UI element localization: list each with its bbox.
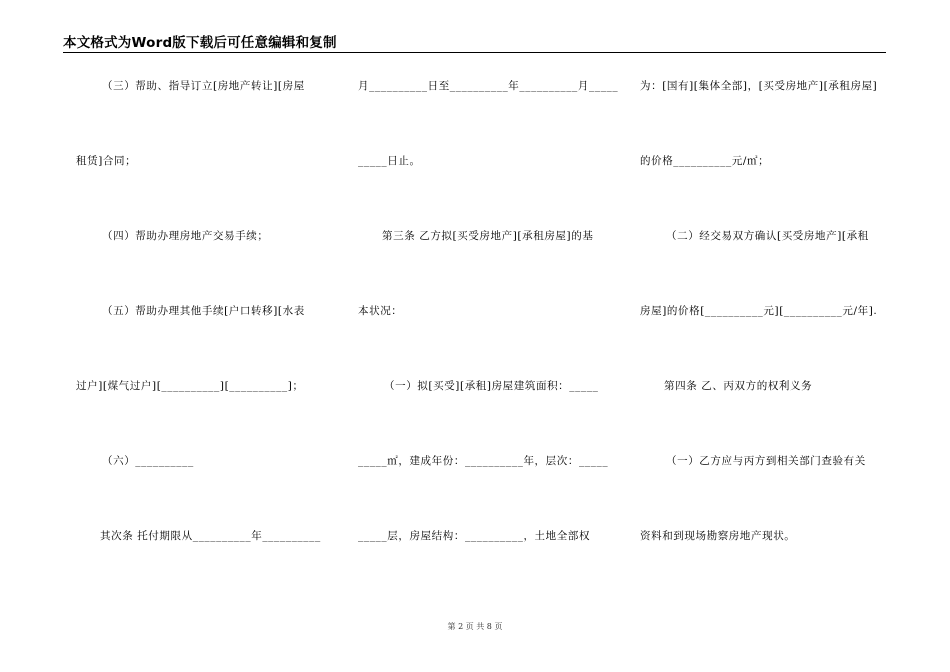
text-line: 月__________日至__________年__________月_____ bbox=[358, 80, 619, 92]
text-line: （五）帮助办理其他手续[户口转移][水表 bbox=[102, 305, 305, 317]
text-column-3 bbox=[640, 58, 890, 618]
text-line: 租赁]合同； bbox=[76, 155, 137, 167]
text-line: 过户][煤气过户][__________][__________]； bbox=[76, 380, 304, 392]
text-line: 第四条 乙、丙双方的权利义务 bbox=[664, 380, 813, 392]
text-line: 房屋]的价格[__________元][__________元/年]. bbox=[640, 305, 878, 317]
text-column-1 bbox=[76, 58, 326, 618]
text-line: 的价格__________元/㎡； bbox=[640, 155, 770, 167]
text-line: （一）拟[买受][承租]房屋建筑面积：_____ bbox=[384, 380, 599, 392]
text-line: 第三条 乙方拟[买受房地产][承租房屋]的基 bbox=[382, 230, 594, 242]
text-line: （四）帮助办理房地产交易手续； bbox=[102, 230, 269, 242]
text-line: _____日止。 bbox=[358, 155, 421, 167]
text-line: 资料和到现场勘察房地产现状。 bbox=[640, 530, 796, 542]
text-line: （六）__________ bbox=[102, 455, 194, 467]
text-line: _____㎡，建成年份：__________年，层次：_____ bbox=[358, 455, 609, 467]
text-line: 其次条 托付期限从__________年__________ bbox=[100, 530, 321, 542]
text-column-2 bbox=[358, 58, 619, 618]
page-number: 第 2 页 共 8 页 bbox=[447, 622, 503, 631]
text-line: 本状况： bbox=[358, 305, 403, 317]
text-line: 为：[国有][集体全部]，[买受房地产][承租房屋] bbox=[640, 80, 878, 92]
text-line: （二）经交易双方确认[买受房地产][承租 bbox=[666, 230, 869, 242]
text-line: （三）帮助、指导订立[房地产转让][房屋 bbox=[102, 80, 305, 92]
document-header: 本文格式为Word版下载后可任意编辑和复制 bbox=[63, 34, 886, 53]
text-line: _____层，房屋结构：__________，土地全部权 bbox=[358, 530, 591, 542]
text-line: （一）乙方应与丙方到相关部门查验有关 bbox=[666, 455, 866, 467]
